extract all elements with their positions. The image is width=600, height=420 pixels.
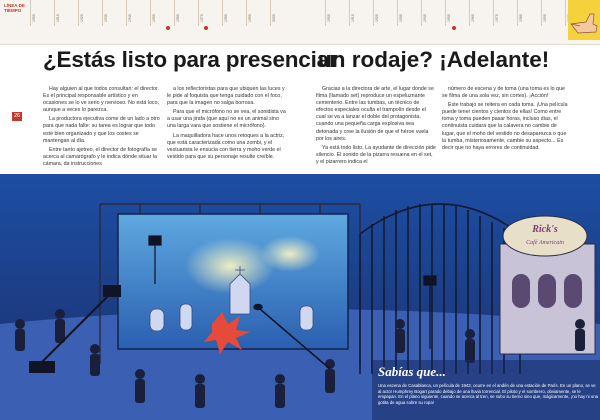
did-you-know-text: Una escena de Casablanca, un película de 1943, ocurre en el andén de una estación de París. En un plano, se ve al actor Humphrey Bogart parado debajo de una lluvia torrencial. El piloto y el sombrero, obviamente, se le empapan. En el plano siguiente, cuando se acerca al tren, se subo su tierno sino que, mágicamente, ¡no hay ni una gotita de agua sobre su ropa! [378,383,598,405]
timeline-tick [445,0,446,26]
timeline-year: 1950 [447,14,451,22]
timeline-tick [541,0,542,26]
timeline-year: 1990 [543,14,547,22]
timeline-tick [349,0,350,26]
paragraph: La maquilladora hace unos retoques a la actriz, que está caracterizada como una zombi, y el vestuarista le ensucia con tierra y moho verde el vestido para que su personaje resulte creíble. [167,132,285,160]
timeline-year: 1900 [327,14,331,22]
timeline-tick [373,0,374,26]
paragraph: Hay alguien al que todos consultan: el director. Es el principal responsable artístico y en ocasiones se lo ve serio y nervioso. No está loco, aunque a veces lo parezca. [43,86,160,114]
timeline-year: 1920 [80,14,84,22]
timeline-tick [126,0,127,26]
text-column-3 [316,86,436,168]
title-part2: un rodaje? ¡Adelante! [318,47,550,72]
timeline-tick [397,0,398,26]
text-column-2 [167,86,287,163]
timeline-bar [0,0,600,45]
timeline-tick [78,0,79,26]
timeline-tick [246,0,247,26]
timeline-tick [421,0,422,26]
page-number-left: 26 [13,113,21,119]
cafe-sign-line1: Rick's [532,224,558,235]
pointing-hand-icon [568,0,600,40]
timeline-ruler-right [325,0,565,33]
page-title-left [43,47,338,73]
paragraph: a los reflectoristas para que ubiquen las luces y le pide al foquista que tenga cuidado con el foco, para que la imagen no salga borrosa. [167,86,285,107]
timeline-year: 1920 [375,14,379,22]
timeline-tick [198,0,199,26]
title-part1: ¿Estás listo para presenciar [43,47,338,72]
timeline-year: 1940 [128,14,132,22]
paragraph: Gracias a la directora de arte, el lugar donde se filma (llamado set) reproduce un espeluznante cementerio. Entre las tumbas, un técnico de efectos especiales oculta el trampolín desde el cual se va a lanzar el doble del protagonista, cuando una pequeña carga explosiva sea detonada y cree la ilusión de que el héroe vuela por los aires. [316,86,434,142]
timeline-tick [174,0,175,26]
timeline-year: 1930 [399,14,403,22]
paragraph: Ya está todo listo. La ayudante de dirección pide silencio. El sonido de la pizarra resuena en el set, y el pizarrero indica el [316,144,436,165]
timeline-year: 1960 [176,14,180,22]
did-you-know-title: Sabías que... [378,364,446,379]
timeline-year: 1970 [495,14,499,22]
did-you-know-box [378,364,598,405]
timeline-tick [102,0,103,26]
timeline-tick [469,0,470,26]
timeline-year: 1960 [471,14,475,22]
paragraph: Para que el micrófono no se vea, el sonidista va a usar una jirafa (que aquí no es un animal sino una larga vara que sostiene el micrófono). [167,109,286,130]
paragraph: Entre tanto ajetreo, el director de fotografía se acerca al camarógrafo y le indica dónde situar la cámara, da instrucciones [43,146,158,167]
timeline-year: 1910 [351,14,355,22]
timeline-label: LÍNEA DE TIEMPO [4,3,25,13]
timeline-tick [30,0,31,26]
timeline-tick [222,0,223,26]
timeline-tick [150,0,151,26]
paragraph: Este trabajo se reitera en cada toma. ¡Una película puede tener cientos y cientos de ellas! Como entre toma y toma pueden pasar horas, incluso días, el continuista cuidará que la calavera no cambie de lugar, que el moho del vestido no desaparezca o que la tumba, misteriosamente, cambie su aspecto... Es decir que no haya errores de continuidad. [442,102,568,151]
timeline-marker [166,26,170,30]
timeline-year: 1940 [423,14,427,22]
timeline-year: 1930 [104,14,108,22]
paragraph: La productora ejecutiva come de un lado a otro para que nada falte: su tarea es lograr que todo esté bien organizado y que los costes se mantengan al día. [43,116,160,144]
timeline-year: 1950 [152,14,156,22]
timeline-year: 1980 [224,14,228,22]
timeline-year: 1980 [519,14,523,22]
timeline-year: 1970 [200,14,204,22]
timeline-year: 2000 [272,14,276,22]
timeline-marker [452,26,456,30]
timeline-marker [204,26,208,30]
page-title-right [318,47,549,73]
timeline-tick [270,0,271,26]
timeline-tick [565,0,566,26]
timeline-tick [325,0,326,26]
timeline-year: 1990 [248,14,252,22]
timeline-tick [517,0,518,26]
text-column-4 [442,86,568,154]
timeline-year: 1910 [56,14,60,22]
timeline-tick [493,0,494,26]
text-column-1 [43,86,161,170]
timeline-year: 1900 [32,14,36,22]
timeline-ruler-left [30,0,276,33]
paragraph: número de escena y de toma (una toma es lo que se filma de una sola vez, sin cortes). ¡Acción! [442,86,565,100]
timeline-tick [54,0,55,26]
cafe-sign-line2: Café Americain [526,240,564,246]
